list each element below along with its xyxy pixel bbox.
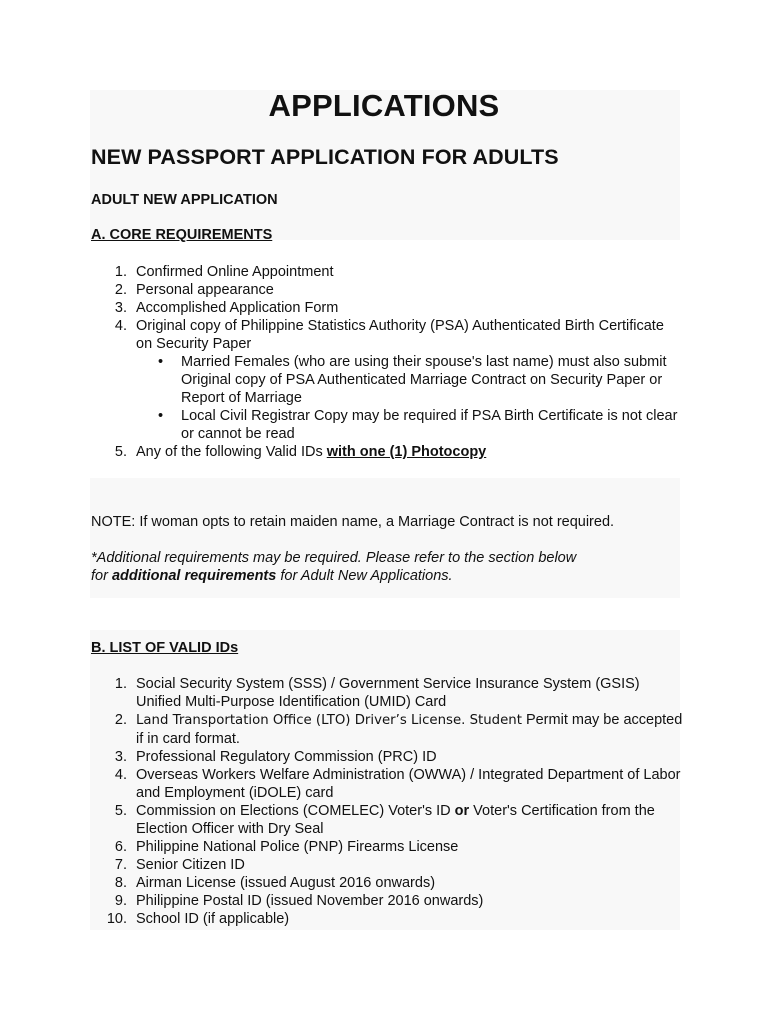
- list-item: [91, 263, 684, 281]
- subheading: ADULT NEW APPLICATION: [91, 192, 278, 208]
- list-item-text: Confirmed Online Appointment: [136, 264, 334, 280]
- list-item-text: Senior Citizen ID: [136, 857, 245, 873]
- list-item-text: Any of the following Valid IDs: [136, 444, 327, 460]
- list-item: [91, 874, 684, 892]
- additional-pre: for: [91, 568, 112, 584]
- list-item: [91, 443, 684, 461]
- bullet-item: [136, 407, 681, 443]
- list-item: [91, 856, 684, 874]
- additional-post: for Adult New Applications.: [276, 568, 453, 584]
- list-item-text-pre: Commission on Elections (COMELEC) Voter's ID: [136, 803, 455, 819]
- list-item: [91, 838, 684, 856]
- bullet-icon: •: [158, 354, 164, 370]
- list-item: [91, 802, 684, 838]
- core-requirements-list: [91, 263, 684, 461]
- list-item-alt-font-text: Land Transportation Office (LTO) Driver’s License. Student: [136, 713, 522, 728]
- list-item: [91, 281, 684, 299]
- list-item-text: Personal appearance: [136, 282, 274, 298]
- list-item: [91, 317, 684, 443]
- list-number: 10.: [106, 911, 127, 927]
- list-item: [91, 299, 684, 317]
- list-item-text: Permit may be accepted if in card format.: [136, 712, 683, 747]
- list-number: 2.: [114, 282, 127, 298]
- list-item: [91, 910, 684, 928]
- list-number: 4.: [114, 318, 127, 334]
- list-item-text: Airman License (issued August 2016 onwards): [136, 875, 436, 891]
- bullet-item: [136, 353, 681, 407]
- list-number: 8.: [114, 875, 127, 891]
- list-number: 7.: [114, 857, 127, 873]
- list-item: [91, 711, 684, 748]
- core-requirements-title: A. CORE REQUIREMENTS: [91, 227, 273, 243]
- list-item-text: Voter's Certification from the Election Officer with Dry Seal: [136, 803, 655, 837]
- list-item: [91, 892, 684, 910]
- bullet-item-text: Local Civil Registrar Copy may be required if PSA Birth Certificate is not clear or cannot be read: [181, 408, 678, 442]
- list-item: [91, 675, 684, 711]
- note-text: NOTE: If woman opts to retain maiden name, a Marriage Contract is not required.: [91, 514, 615, 530]
- list-item: [91, 766, 684, 802]
- or-emphasis: or: [454, 803, 470, 819]
- list-item: [91, 748, 684, 766]
- list-item-text: Philippine Postal ID (issued November 2016 onwards): [136, 893, 484, 909]
- photocopy-emphasis: with one (1) Photocopy: [326, 444, 487, 460]
- list-number: 1.: [114, 264, 127, 280]
- section-heading: NEW PASSPORT APPLICATION FOR ADULTS: [91, 145, 559, 169]
- bullet-item-text: Married Females (who are using their spouse's last name) must also submit Original copy of PSA Authenticated Marriage Contract on Security Paper or Report of Marriage: [181, 354, 667, 406]
- list-item-text: Original copy of Philippine Statistics Authority (PSA) Authenticated Birth Certificate on Security Paper: [136, 318, 664, 352]
- list-item-text: Philippine National Police (PNP) Firearms License: [136, 839, 459, 855]
- list-item-text: Overseas Workers Welfare Administration (OWWA) / Integrated Department of Labor and Employment (iDOLE) card: [136, 767, 681, 801]
- additional-line: [91, 567, 691, 585]
- list-item-text: Professional Regulatory Commission (PRC) ID: [136, 749, 437, 765]
- bullet-icon: •: [158, 408, 164, 424]
- list-number: 4.: [114, 767, 127, 783]
- list-number: 5.: [114, 803, 127, 819]
- list-number: 3.: [114, 749, 127, 765]
- list-item-text: Social Security System (SSS) / Government Service Insurance System (GSIS) Unified Multi-Purpose Identification (UMID) Card: [136, 676, 640, 710]
- valid-ids-title: B. LIST OF VALID IDs: [91, 640, 239, 656]
- list-number: 5.: [114, 444, 127, 460]
- additional-requirements-bold: additional requirements: [111, 568, 277, 584]
- list-number: 1.: [114, 676, 127, 692]
- list-number: 2.: [114, 712, 127, 728]
- valid-ids-list: [91, 675, 684, 928]
- bullet-list: [136, 353, 684, 443]
- additional-line: *Additional requirements may be required. Please refer to the section below: [91, 550, 577, 566]
- list-number: 3.: [114, 300, 127, 316]
- page-title: APPLICATIONS: [268, 88, 500, 123]
- list-item-text: School ID (if applicable): [136, 911, 290, 927]
- list-number: 6.: [114, 839, 127, 855]
- additional-requirements-note: [91, 549, 691, 585]
- list-number: 9.: [114, 893, 127, 909]
- list-item-text: Accomplished Application Form: [136, 300, 339, 316]
